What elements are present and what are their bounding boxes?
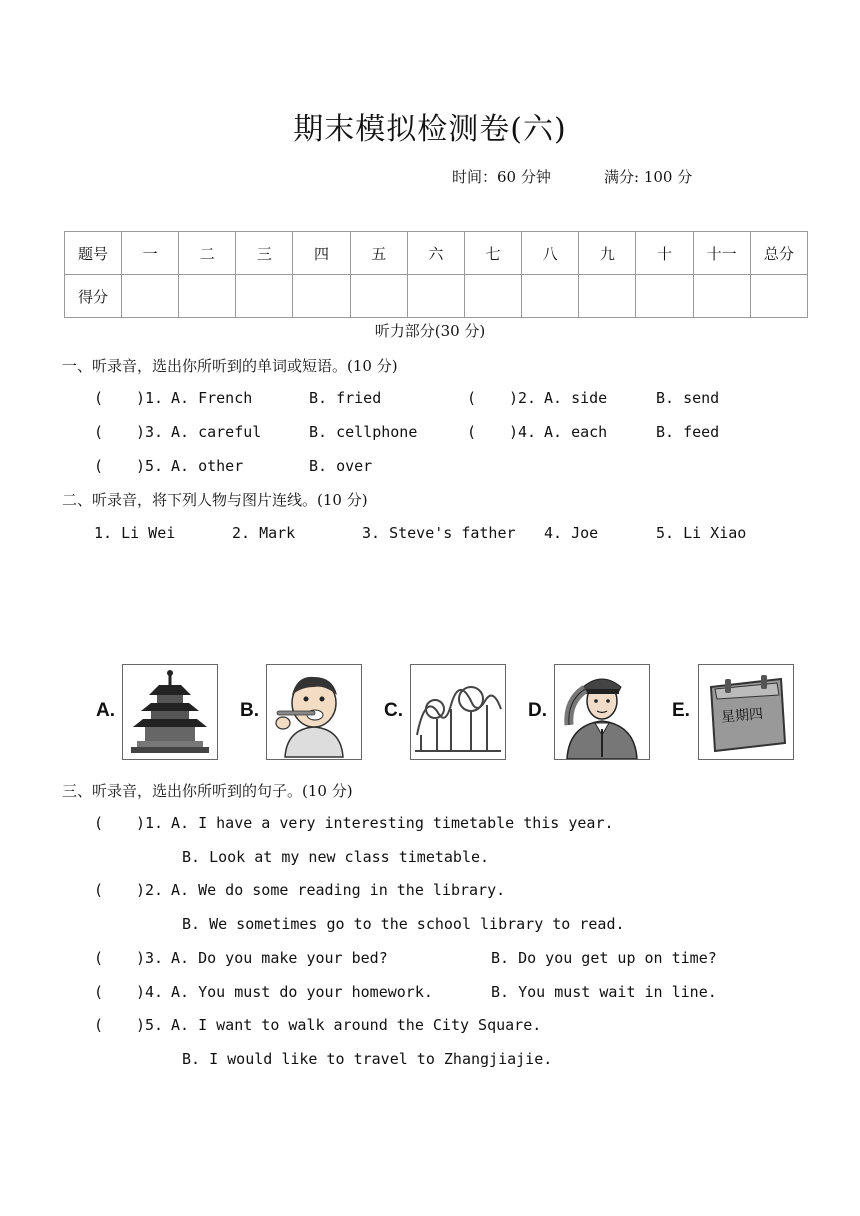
answer-blank[interactable]: ( [94, 389, 104, 407]
column-header: 六 [407, 232, 464, 275]
option-a: A. I want to walk around the City Square. [171, 1016, 542, 1034]
total-score: 满分: 100 分 [604, 168, 693, 186]
column-header: 八 [522, 232, 579, 275]
question-number: )1. [136, 389, 164, 407]
police-officer-saluting-icon [554, 664, 650, 760]
score-cell[interactable] [464, 275, 521, 318]
answer-blank[interactable]: ( [94, 457, 104, 475]
option-a: A. careful [171, 423, 262, 441]
roller-coaster-icon [410, 664, 506, 760]
answer-blank[interactable]: ( [467, 389, 477, 407]
boy-brushing-teeth-icon [266, 664, 362, 760]
row-label: 题号 [65, 232, 122, 275]
option-b: B. over [309, 457, 373, 475]
question-number: )1. [136, 814, 164, 832]
option-b: B. You must wait in line. [491, 983, 717, 1001]
picture-label: B. [240, 700, 259, 721]
score-cell[interactable] [293, 275, 350, 318]
column-header: 十 [636, 232, 693, 275]
column-header: 九 [579, 232, 636, 275]
option-a: A. other [171, 457, 244, 475]
question-number-row [65, 232, 808, 275]
question-number: )2. [136, 881, 164, 899]
answer-blank[interactable]: ( [94, 983, 104, 1001]
score-cell[interactable] [636, 275, 693, 318]
column-header: 二 [179, 232, 236, 275]
answer-blank[interactable]: ( [94, 814, 104, 832]
score-table [64, 231, 808, 318]
column-header: 三 [236, 232, 293, 275]
option-a: A. side [544, 389, 608, 407]
option-b: B. send [656, 389, 720, 407]
person-name: 4. Joe [544, 524, 599, 542]
person-name: 1. Li Wei [94, 524, 176, 542]
score-cell[interactable] [522, 275, 579, 318]
calendar-thursday-icon [698, 664, 794, 760]
question-number: )4. [509, 423, 537, 441]
temple-of-heaven-icon [122, 664, 218, 760]
column-header: 总分 [750, 232, 807, 275]
question-number: )3. [136, 423, 164, 441]
person-name: 3. Steve's father [362, 524, 516, 542]
listening-part-heading: 听力部分(30 分) [374, 322, 486, 340]
option-b: B. Do you get up on time? [491, 949, 717, 967]
option-a: A. We do some reading in the library. [171, 881, 506, 899]
calendar-text: 星期四 [720, 706, 764, 726]
row-label: 得分 [65, 275, 122, 318]
option-b: B. feed [656, 423, 720, 441]
column-header: 十一 [693, 232, 750, 275]
section1-heading: 一、听录音，选出你所听到的单词或短语。(10 分) [62, 357, 398, 375]
option-b: B. I would like to travel to Zhangjiajie. [182, 1050, 553, 1068]
option-a: A. You must do your homework. [171, 983, 433, 1001]
option-b: B. cellphone [309, 423, 418, 441]
score-cell[interactable] [750, 275, 807, 318]
option-b: B. We sometimes go to the school library to read. [182, 915, 625, 933]
picture-label: D. [528, 700, 547, 721]
question-number: )2. [509, 389, 537, 407]
picture-label: C. [384, 700, 403, 721]
score-cell[interactable] [236, 275, 293, 318]
question-number: )5. [136, 457, 164, 475]
score-cell[interactable] [179, 275, 236, 318]
option-b: B. Look at my new class timetable. [182, 848, 490, 866]
score-cell[interactable] [122, 275, 179, 318]
page-title: 期末模拟检测卷(六) [293, 112, 567, 147]
option-a: A. French [171, 389, 253, 407]
section2-heading: 二、听录音，将下列人物与图片连线。(10 分) [62, 491, 368, 509]
answer-blank[interactable]: ( [467, 423, 477, 441]
option-b: B. fried [309, 389, 382, 407]
question-number: )4. [136, 983, 164, 1001]
option-a: A. I have a very interesting timetable this year. [171, 814, 614, 832]
column-header: 四 [293, 232, 350, 275]
score-cell[interactable] [407, 275, 464, 318]
picture-label: A. [96, 700, 115, 721]
question-number: )3. [136, 949, 164, 967]
score-cell[interactable] [693, 275, 750, 318]
answer-blank[interactable]: ( [94, 1016, 104, 1034]
option-a: A. each [544, 423, 608, 441]
person-name: 2. Mark [232, 524, 296, 542]
answer-blank[interactable]: ( [94, 881, 104, 899]
time-limit: 时间：60 分钟 [452, 168, 551, 186]
score-row [65, 275, 808, 318]
picture-label: E. [672, 700, 690, 721]
score-cell[interactable] [579, 275, 636, 318]
column-header: 一 [122, 232, 179, 275]
column-header: 五 [350, 232, 407, 275]
answer-blank[interactable]: ( [94, 423, 104, 441]
section3-heading: 三、听录音，选出你所听到的句子。(10 分) [62, 782, 353, 800]
question-number: )5. [136, 1016, 164, 1034]
column-header: 七 [464, 232, 521, 275]
option-a: A. Do you make your bed? [171, 949, 388, 967]
person-name: 5. Li Xiao [656, 524, 747, 542]
answer-blank[interactable]: ( [94, 949, 104, 967]
score-cell[interactable] [350, 275, 407, 318]
